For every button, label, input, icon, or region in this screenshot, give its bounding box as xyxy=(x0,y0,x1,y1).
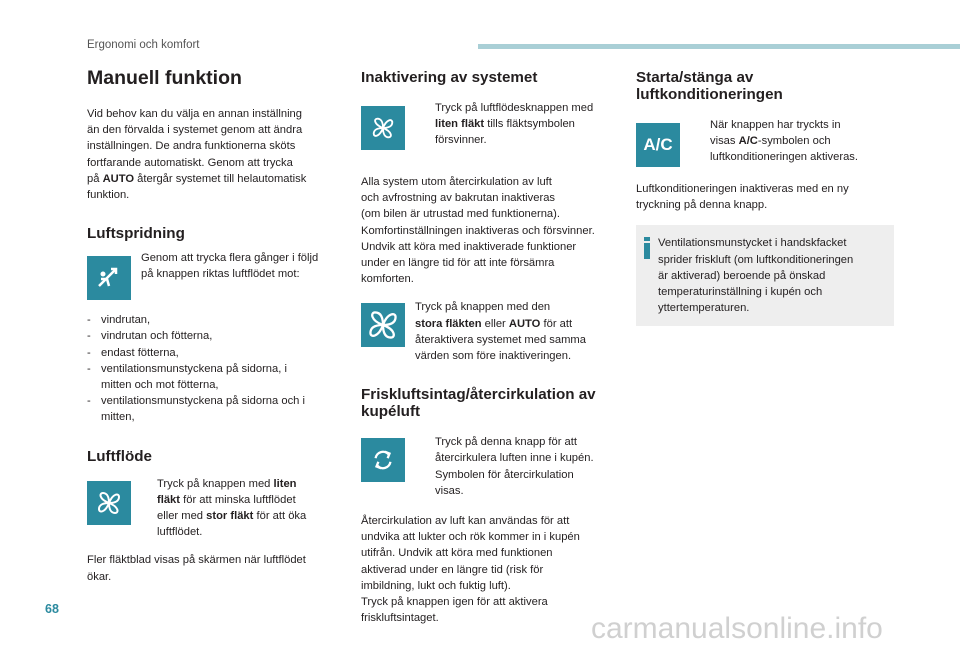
recirculation-icon xyxy=(361,438,405,482)
small-fan-icon xyxy=(361,106,405,150)
bullet-icon xyxy=(419,434,435,499)
info-text: Ventilationsmunstycket i handskfacket sprider friskluft (om luftkonditioneringen är aktiverad) beroende på önskad temperaturinställning i kupén och yttertemperaturen. xyxy=(658,237,854,315)
title-manual-function: Manuell funktion xyxy=(87,67,242,89)
title-recirculation: Friskluftsintag/återcirkulation av kupéluft xyxy=(361,386,596,421)
info-box xyxy=(636,225,894,326)
list-item: - endast fötterna, xyxy=(87,346,179,359)
air-distribution-icon xyxy=(87,256,131,300)
reactivation-row xyxy=(361,299,621,364)
bullet-icon xyxy=(419,100,435,149)
column-deactivation xyxy=(361,66,621,626)
title-airflow: Luftflöde xyxy=(87,447,152,465)
bullet-icon xyxy=(694,117,710,166)
list-item: mitten och mot fötterna, xyxy=(101,379,219,392)
distribution-text: Genom att trycka flera gånger i följd på knappen riktas luftflödet mot: xyxy=(141,252,319,281)
list-item: - ventilationsmunstyckena på sidorna och i xyxy=(87,395,305,408)
title-deactivation: Inaktivering av systemet xyxy=(361,69,538,86)
list-item: - ventilationsmunstyckena på sidorna, i xyxy=(87,362,287,375)
recirculation-paragraph: Återcirkulation av luft kan användas för att undvika att lukter och rök kommer in i kupén utifrån. Undvik att köra med funktionen aktiverad under en längre tid (risk för imbildning, lukt och fuktig luft). Tryck på knappen igen för att aktivera friskluftsintaget. xyxy=(361,515,580,625)
reactivation-text: Tryck på knappen med den stora fläkten eller AUTO för att återaktivera systemet med samma värden som före inaktiveringen. xyxy=(415,301,586,363)
header-bar xyxy=(478,44,960,49)
page-number: 68 xyxy=(45,602,59,616)
airflow-note: Fler fläktblad visas på skärmen när luftflödet ökar. xyxy=(87,554,306,583)
deactivation-text: Tryck på luftflödesknappen med liten fläkt tills fläktsymbolen försvinner. xyxy=(419,100,593,149)
title-air-distribution: Luftspridning xyxy=(87,225,185,243)
large-fan-icon xyxy=(361,303,405,347)
deactivation-row xyxy=(361,100,621,150)
ac-icon: A/C xyxy=(636,123,680,167)
column-air-conditioning xyxy=(636,66,894,326)
list-item: - vindrutan, xyxy=(87,314,151,327)
fan-icon xyxy=(87,481,131,525)
watermark-text: carmanualsonline.info xyxy=(591,612,883,645)
ac-text: När knappen har tryckts in visas A/C-symbolen och luftkonditioneringen aktiveras. xyxy=(694,117,858,166)
title-air-conditioning: Starta/stänga av luftkonditioneringen xyxy=(636,69,783,103)
ac-paragraph: Luftkonditioneringen inaktiveras med en ny tryckning på denna knapp. xyxy=(636,183,849,212)
recirculation-text: Tryck på denna knapp för att återcirkulera luften inne i kupén. Symbolen för återcirkulation visas. xyxy=(419,434,594,499)
bullet-icon xyxy=(141,476,157,541)
list-item: mitten, xyxy=(101,411,135,424)
distribution-list xyxy=(87,312,337,425)
deactivation-paragraph: Alla system utom återcirkulation av luft och avfrostning av bakrutan inaktiveras (om bilen är utrustad med funktionerna). Komfortinställningen inaktiveras och försvinner. Undvik att köra med inaktiverade funktioner under en längre tid för att inte försämra komforten. xyxy=(361,176,595,286)
intro-text: Vid behov kan du välja en annan inställning än den förvalda i systemet genom att ändra inställningen. De andra funktionerna sköts fortfarande automatiskt. Genom att trycka på AUTO återgår systemet till helautomatisk funktion. xyxy=(87,108,307,202)
column-manual-function xyxy=(87,66,337,585)
recirculation-row xyxy=(361,434,621,499)
info-icon xyxy=(636,235,658,316)
ac-row xyxy=(636,117,894,167)
list-item: - vindrutan och fötterna, xyxy=(87,330,213,343)
distribution-row xyxy=(87,252,337,300)
airflow-row xyxy=(87,479,337,541)
section-header: Ergonomi och komfort xyxy=(87,39,200,51)
airflow-text: Tryck på knappen med liten fläkt för att minska luftflödet eller med stor fläkt för att öka luftflödet. xyxy=(141,476,306,541)
